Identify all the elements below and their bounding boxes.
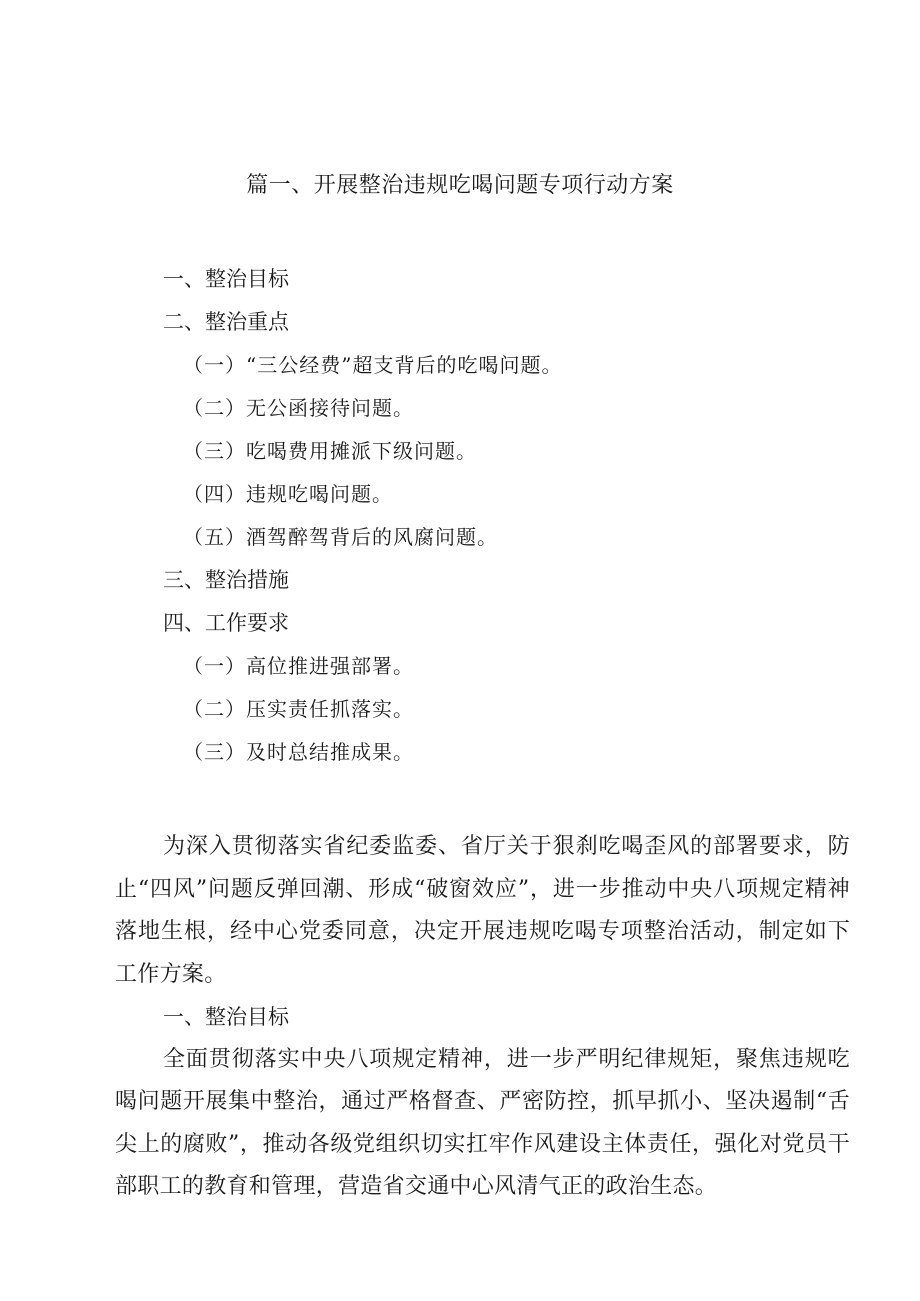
section-1-heading: 一、整治目标	[163, 1005, 289, 1029]
intro-paragraph: 为深入贯彻落实省纪委监委、省厅关于狠刹吃喝歪风的部署要求，防止“四风”问题反弹回潮、形成“破窗效应”，进一步推动中央八项规定精神落地生根，经中心党委同意，决定开展违规吃喝专项整治活动，制定如下工作方案。	[115, 834, 850, 987]
toc-section-2-item: （五）酒驾醉驾背后的风腐问题。	[183, 525, 498, 549]
document-title: 篇一、开展整治违规吃喝问题专项行动方案	[246, 173, 674, 198]
section-1-paragraph: 全面贯彻落实中央八项规定精神，进一步严明纪律规矩，聚焦违规吃喝问题开展集中整治，通过严格督查、严密防控，抓早抓小、坚决遏制“舌尖上的腐败”，推动各级党组织切实扛牢作风建设主体责任，强化对党员干部职工的教育和管理，营造省交通中心风清气正的政治生态。	[115, 1046, 850, 1199]
toc-section-4: 四、工作要求	[163, 611, 289, 635]
document-body	[115, 826, 850, 1209]
toc-section-2-item: （四）违规吃喝问题。	[183, 482, 393, 506]
toc-section-2-item: （三）吃喝费用摊派下级问题。	[183, 439, 477, 463]
toc-section-1: 一、整治目标	[163, 267, 289, 291]
toc-section-3: 三、整治措施	[163, 568, 289, 592]
toc-section-2-item: （二）无公函接待问题。	[183, 396, 414, 420]
toc-section-4-item: （一）高位推进强部署。	[183, 654, 414, 678]
toc-section-4-item: （三）及时总结推成果。	[183, 740, 414, 764]
toc-section-2-item: （一）“三公经费”超支背后的吃喝问题。	[183, 353, 563, 377]
table-of-contents	[163, 258, 803, 774]
toc-section-4-item: （二）压实责任抓落实。	[183, 697, 414, 721]
toc-section-2: 二、整治重点	[163, 310, 289, 334]
